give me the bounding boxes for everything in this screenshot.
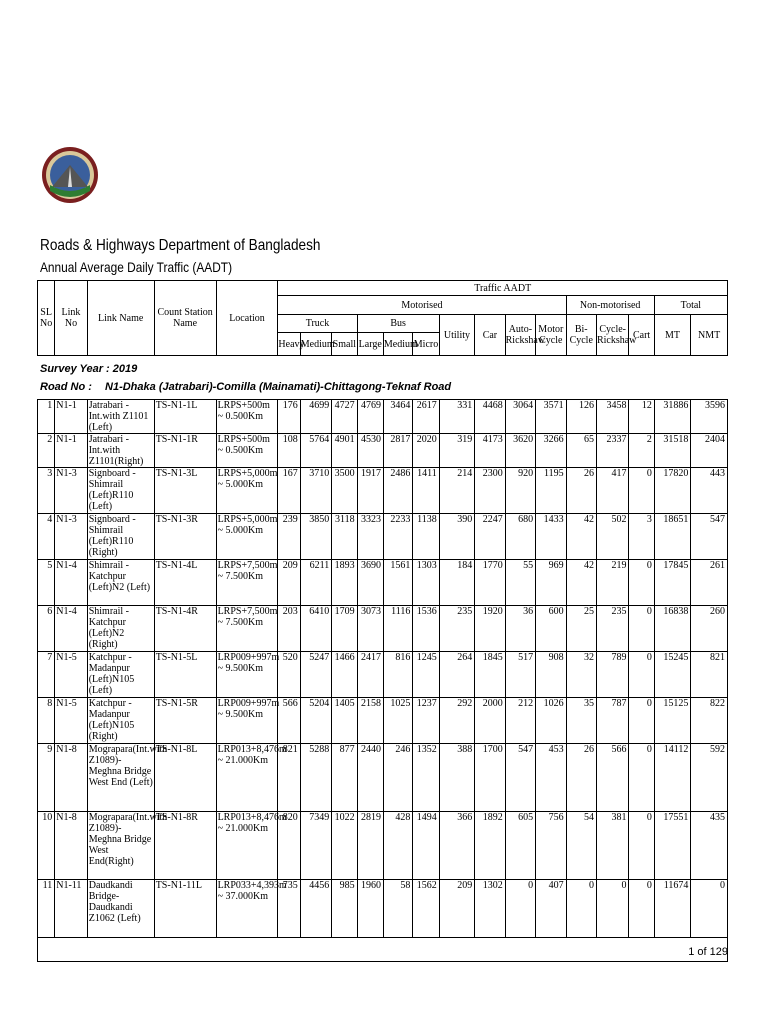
cell-tmed: 6211 <box>300 560 331 606</box>
cell-sl: 9 <box>38 744 55 812</box>
cell-location: LRPS+500m ~ 0.500Km <box>216 400 278 434</box>
cell-crick: 381 <box>597 812 629 880</box>
cell-station: TS-N1-8L <box>154 744 216 812</box>
col-location: Location <box>216 281 278 356</box>
empty-cell <box>87 938 154 962</box>
cell-bmed: 3464 <box>383 400 412 434</box>
cell-mt: 15125 <box>654 698 691 744</box>
cell-utility: 331 <box>439 400 475 434</box>
table-row <box>38 812 728 880</box>
cell-nmt: 260 <box>691 606 728 652</box>
cell-car: 1700 <box>475 744 505 812</box>
cell-location: LRP013+8,476m ~ 21.000Km <box>216 744 278 812</box>
cell-crick: 0 <box>597 880 629 938</box>
table-body <box>38 400 728 962</box>
pagination: 1 of 129 <box>688 946 728 958</box>
cell-link: N1-8 <box>55 812 87 880</box>
cell-tmed: 5204 <box>300 698 331 744</box>
cell-bicycle: 32 <box>566 652 596 698</box>
cell-micro: 1237 <box>413 698 439 744</box>
cell-station: TS-N1-5L <box>154 652 216 698</box>
cell-small: 1405 <box>332 698 357 744</box>
cell-micro: 1562 <box>413 880 439 938</box>
cell-car: 2000 <box>475 698 505 744</box>
cell-tmed: 5764 <box>300 434 331 468</box>
cell-motor: 1195 <box>536 468 566 514</box>
cell-crick: 3458 <box>597 400 629 434</box>
empty-cell <box>357 938 383 962</box>
empty-cell <box>629 938 654 962</box>
cell-nmt: 3596 <box>691 400 728 434</box>
cell-nmt: 443 <box>691 468 728 514</box>
cell-location: LRP009+997m ~ 9.500Km <box>216 652 278 698</box>
cell-location: LRPS+5,000m ~ 5.000Km <box>216 514 278 560</box>
cell-large: 3690 <box>357 560 383 606</box>
cell-bmed: 2233 <box>383 514 412 560</box>
cell-micro: 2617 <box>413 400 439 434</box>
cell-auto: 3064 <box>505 400 535 434</box>
cell-auto: 517 <box>505 652 535 698</box>
cell-large: 3323 <box>357 514 383 560</box>
cell-micro: 1411 <box>413 468 439 514</box>
cell-auto: 212 <box>505 698 535 744</box>
cell-sl: 6 <box>38 606 55 652</box>
cell-station: TS-N1-4R <box>154 606 216 652</box>
cell-motor: 1433 <box>536 514 566 560</box>
col-truck-medium: Medium <box>300 333 331 356</box>
header-table <box>37 280 728 356</box>
cell-utility: 390 <box>439 514 475 560</box>
cell-name: Jatrabari - Int.with Z1101(Right) <box>87 434 154 468</box>
cell-bmed: 2486 <box>383 468 412 514</box>
cell-link: N1-5 <box>55 698 87 744</box>
table-row <box>38 468 728 514</box>
col-total: Total <box>654 296 727 315</box>
cell-nmt: 435 <box>691 812 728 880</box>
cell-name: Shimrail - Katchpur (Left)N2 (Right) <box>87 606 154 652</box>
cell-name: Daudkandi Bridge-Daudkandi Z1062 (Left) <box>87 880 154 938</box>
cell-large: 4769 <box>357 400 383 434</box>
table-row <box>38 560 728 606</box>
empty-cell <box>55 938 87 962</box>
cell-utility: 319 <box>439 434 475 468</box>
cell-large: 1960 <box>357 880 383 938</box>
cell-nmt: 821 <box>691 652 728 698</box>
cell-auto: 680 <box>505 514 535 560</box>
cell-small: 877 <box>332 744 357 812</box>
cell-car: 4468 <box>475 400 505 434</box>
cell-name: Jatrabari - Int.with Z1101 (Left) <box>87 400 154 434</box>
cell-mt: 31886 <box>654 400 691 434</box>
cell-link: N1-8 <box>55 744 87 812</box>
cell-station: TS-N1-1R <box>154 434 216 468</box>
cell-bmed: 1116 <box>383 606 412 652</box>
empty-cell <box>383 938 412 962</box>
cell-cart: 0 <box>629 468 654 514</box>
cell-link: N1-3 <box>55 468 87 514</box>
col-traffic-aadt: Traffic AADT <box>278 281 728 296</box>
cell-link: N1-3 <box>55 514 87 560</box>
cell-bmed: 2817 <box>383 434 412 468</box>
cell-tmed: 4699 <box>300 400 331 434</box>
cell-motor: 600 <box>536 606 566 652</box>
cell-name: Mograpara(Int.with Z1089)-Meghna Bridge West End (Left) <box>87 744 154 812</box>
empty-cell <box>413 938 439 962</box>
cell-crick: 219 <box>597 560 629 606</box>
cell-name: Shimrail - Katchpur (Left)N2 (Left) <box>87 560 154 606</box>
cell-heavy: 735 <box>278 880 300 938</box>
organization-title: Roads & Highways Department of Bangladesh <box>40 237 321 254</box>
cell-micro: 2020 <box>413 434 439 468</box>
table-row <box>38 744 728 812</box>
empty-cell <box>505 938 535 962</box>
cell-small: 985 <box>332 880 357 938</box>
empty-cell <box>597 938 629 962</box>
cell-nmt: 547 <box>691 514 728 560</box>
empty-cell <box>475 938 505 962</box>
cell-name: Signboard - Shimrail (Left)R110 (Left) <box>87 468 154 514</box>
cell-cart: 0 <box>629 652 654 698</box>
col-cycle-rickshaw: Cycle-Rickshaw <box>596 315 628 356</box>
cell-heavy: 203 <box>278 606 300 652</box>
cell-station: TS-N1-3L <box>154 468 216 514</box>
empty-cell <box>38 938 55 962</box>
cell-large: 2417 <box>357 652 383 698</box>
cell-heavy: 167 <box>278 468 300 514</box>
col-link-name: Link Name <box>87 281 154 356</box>
cell-bmed: 428 <box>383 812 412 880</box>
cell-mt: 17820 <box>654 468 691 514</box>
cell-crick: 2337 <box>597 434 629 468</box>
cell-small: 1022 <box>332 812 357 880</box>
cell-link: N1-4 <box>55 606 87 652</box>
cell-crick: 787 <box>597 698 629 744</box>
cell-micro: 1245 <box>413 652 439 698</box>
cell-small: 1893 <box>332 560 357 606</box>
cell-car: 1892 <box>475 812 505 880</box>
cell-station: TS-N1-1L <box>154 400 216 434</box>
col-mt: MT <box>654 315 691 356</box>
table-row <box>38 514 728 560</box>
cell-name: Signboard - Shimrail (Left)R110 (Right) <box>87 514 154 560</box>
cell-car: 2247 <box>475 514 505 560</box>
cell-auto: 920 <box>505 468 535 514</box>
cell-utility: 209 <box>439 880 475 938</box>
col-micro: Micro <box>413 333 439 356</box>
road-name: N1-Dhaka (Jatrabari)-Comilla (Mainamati)-Chittagong-Teknaf Road <box>105 381 452 393</box>
cell-location: LRPS+500m ~ 0.500Km <box>216 434 278 468</box>
cell-crick: 235 <box>597 606 629 652</box>
cell-bicycle: 42 <box>566 560 596 606</box>
cell-motor: 3571 <box>536 400 566 434</box>
table-row <box>38 606 728 652</box>
cell-link: N1-1 <box>55 400 87 434</box>
cell-auto: 547 <box>505 744 535 812</box>
cell-mt: 17845 <box>654 560 691 606</box>
cell-large: 2158 <box>357 698 383 744</box>
cell-station: TS-N1-5R <box>154 698 216 744</box>
col-utility: Utility <box>439 315 475 356</box>
cell-station: TS-N1-4L <box>154 560 216 606</box>
cell-link: N1-5 <box>55 652 87 698</box>
empty-cell <box>154 938 216 962</box>
col-truck: Truck <box>278 315 357 333</box>
cell-small: 4901 <box>332 434 357 468</box>
cell-bicycle: 0 <box>566 880 596 938</box>
col-small: Small <box>332 333 357 356</box>
cell-small: 1709 <box>332 606 357 652</box>
cell-motor: 3266 <box>536 434 566 468</box>
cell-cart: 0 <box>629 812 654 880</box>
cell-link: N1-1 <box>55 434 87 468</box>
col-link-no: Link No <box>55 281 87 356</box>
cell-tmed: 4456 <box>300 880 331 938</box>
cell-bicycle: 126 <box>566 400 596 434</box>
cell-heavy: 108 <box>278 434 300 468</box>
cell-heavy: 520 <box>278 652 300 698</box>
cell-bicycle: 65 <box>566 434 596 468</box>
cell-sl: 10 <box>38 812 55 880</box>
cell-bicycle: 26 <box>566 468 596 514</box>
col-auto-rickshaw: Auto-Rickshaw <box>505 315 535 356</box>
cell-micro: 1494 <box>413 812 439 880</box>
cell-bmed: 816 <box>383 652 412 698</box>
cell-link: N1-4 <box>55 560 87 606</box>
cell-mt: 31518 <box>654 434 691 468</box>
cell-car: 1770 <box>475 560 505 606</box>
cell-car: 2300 <box>475 468 505 514</box>
col-large: Large <box>357 333 383 356</box>
col-nmt: NMT <box>691 315 728 356</box>
cell-sl: 2 <box>38 434 55 468</box>
cell-cart: 0 <box>629 744 654 812</box>
cell-heavy: 176 <box>278 400 300 434</box>
cell-cart: 0 <box>629 880 654 938</box>
cell-bicycle: 35 <box>566 698 596 744</box>
cell-nmt: 822 <box>691 698 728 744</box>
road-number-label <box>40 381 451 393</box>
cell-cart: 0 <box>629 606 654 652</box>
cell-nmt: 0 <box>691 880 728 938</box>
cell-mt: 14112 <box>654 744 691 812</box>
cell-sl: 8 <box>38 698 55 744</box>
cell-heavy: 820 <box>278 812 300 880</box>
cell-station: TS-N1-11L <box>154 880 216 938</box>
cell-location: LRP013+8,476m ~ 21.000Km <box>216 812 278 880</box>
cell-auto: 36 <box>505 606 535 652</box>
col-bus-medium: Medium <box>383 333 412 356</box>
cell-sl: 1 <box>38 400 55 434</box>
cell-large: 3073 <box>357 606 383 652</box>
empty-cell <box>654 938 691 962</box>
cell-nmt: 261 <box>691 560 728 606</box>
aadt-table <box>37 399 728 962</box>
cell-micro: 1138 <box>413 514 439 560</box>
cell-motor: 407 <box>536 880 566 938</box>
col-count-station: Count Station Name <box>154 281 216 356</box>
cell-mt: 15245 <box>654 652 691 698</box>
cell-heavy: 566 <box>278 698 300 744</box>
cell-utility: 388 <box>439 744 475 812</box>
cell-bmed: 1025 <box>383 698 412 744</box>
cell-bmed: 246 <box>383 744 412 812</box>
cell-cart: 0 <box>629 560 654 606</box>
cell-sl: 5 <box>38 560 55 606</box>
report-title: Annual Average Daily Traffic (AADT) <box>40 259 233 275</box>
cell-crick: 502 <box>597 514 629 560</box>
cell-tmed: 3850 <box>300 514 331 560</box>
cell-tmed: 7349 <box>300 812 331 880</box>
table-row <box>38 400 728 434</box>
cell-mt: 17551 <box>654 812 691 880</box>
cell-car: 1302 <box>475 880 505 938</box>
cell-bicycle: 42 <box>566 514 596 560</box>
col-bi-cycle: Bi-Cycle <box>566 315 596 356</box>
col-motorised: Motorised <box>278 296 566 315</box>
cell-link: N1-11 <box>55 880 87 938</box>
cell-utility: 235 <box>439 606 475 652</box>
col-cart: Cart <box>629 315 654 356</box>
cell-bicycle: 54 <box>566 812 596 880</box>
cell-bicycle: 26 <box>566 744 596 812</box>
cell-name: Katchpur - Madanpur (Left)N105 (Right) <box>87 698 154 744</box>
cell-cart: 2 <box>629 434 654 468</box>
cell-bmed: 58 <box>383 880 412 938</box>
cell-small: 4727 <box>332 400 357 434</box>
cell-sl: 7 <box>38 652 55 698</box>
cell-large: 2440 <box>357 744 383 812</box>
cell-small: 1466 <box>332 652 357 698</box>
empty-cell <box>566 938 596 962</box>
cell-auto: 0 <box>505 880 535 938</box>
cell-nmt: 592 <box>691 744 728 812</box>
table-row <box>38 698 728 744</box>
cell-mt: 11674 <box>654 880 691 938</box>
table-row <box>38 880 728 938</box>
cell-heavy: 239 <box>278 514 300 560</box>
cell-motor: 756 <box>536 812 566 880</box>
cell-sl: 4 <box>38 514 55 560</box>
cell-small: 3118 <box>332 514 357 560</box>
cell-crick: 789 <box>597 652 629 698</box>
cell-utility: 184 <box>439 560 475 606</box>
cell-tmed: 3710 <box>300 468 331 514</box>
cell-mt: 18651 <box>654 514 691 560</box>
cell-micro: 1303 <box>413 560 439 606</box>
cell-name: Katchpur - Madanpur (Left)N105 (Left) <box>87 652 154 698</box>
cell-motor: 453 <box>536 744 566 812</box>
cell-crick: 417 <box>597 468 629 514</box>
cell-utility: 292 <box>439 698 475 744</box>
col-bus: Bus <box>357 315 439 333</box>
empty-cell <box>300 938 331 962</box>
cell-nmt: 2404 <box>691 434 728 468</box>
cell-car: 1845 <box>475 652 505 698</box>
cell-auto: 605 <box>505 812 535 880</box>
empty-cell <box>278 938 300 962</box>
cell-car: 1920 <box>475 606 505 652</box>
cell-station: TS-N1-3R <box>154 514 216 560</box>
cell-motor: 908 <box>536 652 566 698</box>
cell-location: LRP009+997m ~ 9.500Km <box>216 698 278 744</box>
col-car: Car <box>475 315 505 356</box>
cell-cart: 3 <box>629 514 654 560</box>
table-row <box>38 652 728 698</box>
cell-utility: 264 <box>439 652 475 698</box>
cell-large: 2819 <box>357 812 383 880</box>
empty-cell <box>536 938 566 962</box>
cell-crick: 566 <box>597 744 629 812</box>
col-heavy: Heavy <box>278 333 300 356</box>
cell-location: LRP033+4,393m ~ 37.000Km <box>216 880 278 938</box>
cell-small: 3500 <box>332 468 357 514</box>
cell-station: TS-N1-8R <box>154 812 216 880</box>
cell-sl: 3 <box>38 468 55 514</box>
cell-large: 4530 <box>357 434 383 468</box>
col-sl-no: SL No <box>38 281 55 356</box>
empty-cell <box>332 938 357 962</box>
cell-heavy: 821 <box>278 744 300 812</box>
cell-micro: 1536 <box>413 606 439 652</box>
empty-cell <box>216 938 278 962</box>
cell-auto: 55 <box>505 560 535 606</box>
cell-car: 4173 <box>475 434 505 468</box>
empty-cell <box>439 938 475 962</box>
cell-cart: 12 <box>629 400 654 434</box>
col-non-motorised: Non-motorised <box>566 296 654 315</box>
cell-tmed: 5247 <box>300 652 331 698</box>
cell-large: 1917 <box>357 468 383 514</box>
cell-name: Mograpara(Int.with Z1089)-Meghna Bridge West End(Right) <box>87 812 154 880</box>
cell-motor: 1026 <box>536 698 566 744</box>
cell-micro: 1352 <box>413 744 439 812</box>
cell-motor: 969 <box>536 560 566 606</box>
cell-auto: 3620 <box>505 434 535 468</box>
cell-location: LRPS+5,000m ~ 5.000Km <box>216 468 278 514</box>
cell-tmed: 5288 <box>300 744 331 812</box>
cell-heavy: 209 <box>278 560 300 606</box>
blank-row <box>38 938 728 962</box>
cell-tmed: 6410 <box>300 606 331 652</box>
cell-utility: 214 <box>439 468 475 514</box>
cell-cart: 0 <box>629 698 654 744</box>
cell-mt: 16838 <box>654 606 691 652</box>
road-label: Road No : <box>40 381 92 393</box>
cell-utility: 366 <box>439 812 475 880</box>
cell-bicycle: 25 <box>566 606 596 652</box>
rhd-logo <box>40 135 100 225</box>
cell-location: LRPS+7,500m ~ 7.500Km <box>216 560 278 606</box>
cell-location: LRPS+7,500m ~ 7.500Km <box>216 606 278 652</box>
col-motor-cycle: Motor Cycle <box>536 315 566 356</box>
table-row <box>38 434 728 468</box>
survey-year: Survey Year : 2019 <box>40 363 138 375</box>
cell-sl: 11 <box>38 880 55 938</box>
cell-bmed: 1561 <box>383 560 412 606</box>
